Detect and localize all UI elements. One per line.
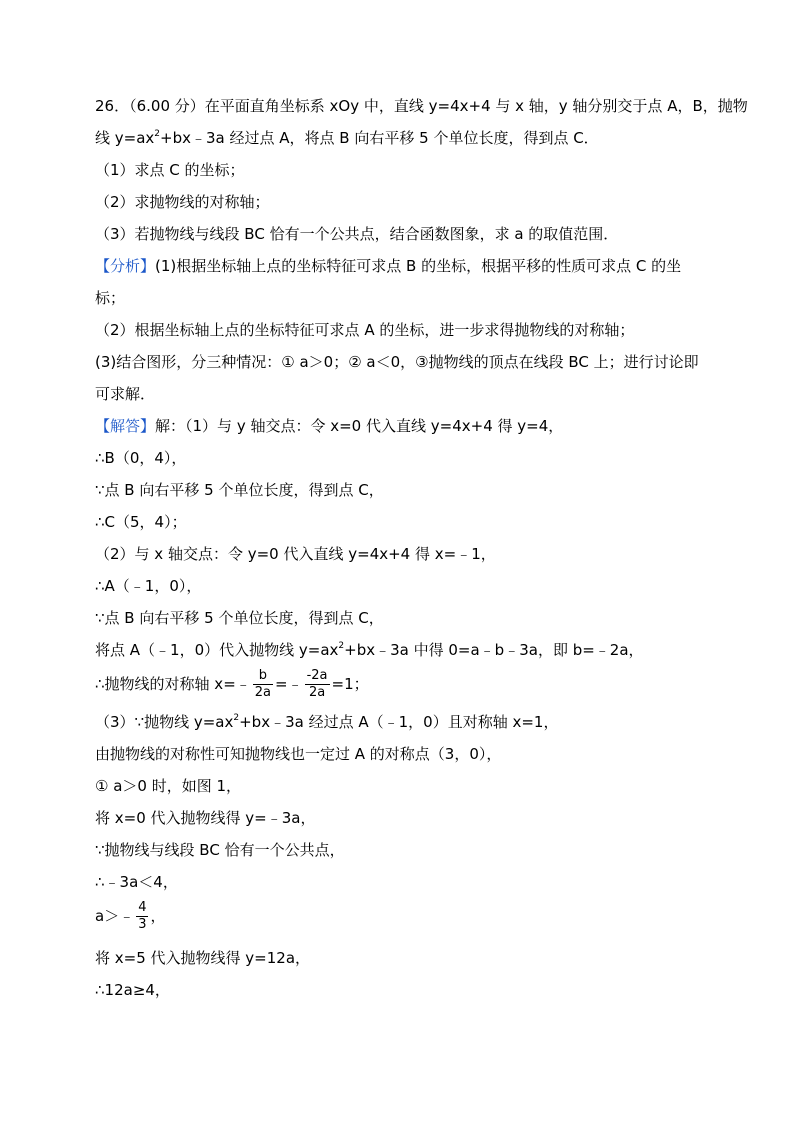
solution-line-2: ∴B（0，4）， [95,449,187,467]
solution-line-1: 【解答】解：（1）与 y 轴交点：令 x=0 代入直线 y=4x+4 得 y=4， [95,417,564,435]
fraction-4-over-3: $\frac{4}{3}$ [138,900,147,932]
problem-line-2: 线 $y=ax^2+bx﹣3a$ 经过点 A，将点 B 向右平移 5 个单位长度，得到点 C． [95,129,599,147]
analysis-line-1: 【分析】(1)根据坐标轴上点的坐标特征可求点 B 的坐标，根据平移的性质可求点 C 的坐 [95,257,682,275]
problem-score: （6.00 分） [129,97,205,115]
solution-line-5: （2）与 x 轴交点：令 y=0 代入直线 y=4x+4 得 x=﹣1， [95,545,496,563]
solution-line-4: ∴C（5，4）； [95,513,187,531]
solution-line-8: 将点 A（﹣1，0）代入抛物线 $y=ax^2+bx﹣3a$ 中得 0=a﹣b﹣3a，即 b=﹣2a， [95,641,644,659]
solution-line-7: ∵点 B 向右平移 5 个单位长度，得到点 C， [95,609,384,627]
solution-line-13: 将 x=0 代入抛物线得 y=﹣3a， [95,809,316,827]
question-2: （2）求抛物线的对称轴； [95,193,270,211]
fraction-neg2a-over-2a: $\frac{-2a}{2a}$ [306,668,328,700]
solution-line-10: （3）∵抛物线 $y=ax^2+bx﹣3a$ 经过点 A（﹣1，0）且对称轴 x=1， [95,713,559,731]
solution-line-12: ① a＞0 时，如图 1， [95,777,242,795]
analysis-line-5: 可求解． [95,385,156,403]
solution-line-16: a＞﹣ $\frac{4}{3}$ ， [95,900,166,932]
solution-line-15: ∴﹣3a＜4， [95,873,178,891]
fraction-b-over-2a: $\frac{b}{2a}$ [254,668,272,700]
analysis-line-3: （2）根据坐标轴上点的坐标特征可求点 A 的坐标，进一步求得抛物线的对称轴； [95,321,635,339]
analysis-tag: 【分析】 [95,257,156,275]
solution-line-11: 由抛物线的对称性可知抛物线也一定过 A 的对称点（3，0）， [95,745,502,763]
analysis-line-2: 标； [95,289,126,307]
solution-line-17: 将 x=5 代入抛物线得 y=12a， [95,949,311,967]
question-1: （1）求点 C 的坐标； [95,161,245,179]
analysis-line-4: (3)结合图形，分三种情况：① a＞0；② a＜0，③抛物线的顶点在线段 BC 上；进行讨论即 [95,353,699,371]
solution-tag: 【解答】 [95,417,156,435]
solution-line-6: ∴A（﹣1，0）， [95,577,202,595]
solution-line-14: ∵抛物线与线段 BC 恰有一个公共点， [95,841,345,859]
problem-line-1: 26．（6.00 分）在平面直角坐标系 xOy 中，直线 y=4x+4 与 x 轴，y 轴分别交于点 A，B，抛物 [95,97,748,115]
solution-line-18: ∴12a≥4， [95,981,170,999]
question-3: （3）若抛物线与线段 BC 恰有一个公共点，结合函数图象，求 a 的取值范围． [95,225,619,243]
solution-line-9: ∴抛物线的对称轴 x=﹣ $\frac{b}{2a}$ =﹣ $\frac{-2a}{2a}$ =1； [95,668,369,700]
problem-number: 26． [95,97,130,115]
solution-line-3: ∵点 B 向右平移 5 个单位长度，得到点 C， [95,481,384,499]
